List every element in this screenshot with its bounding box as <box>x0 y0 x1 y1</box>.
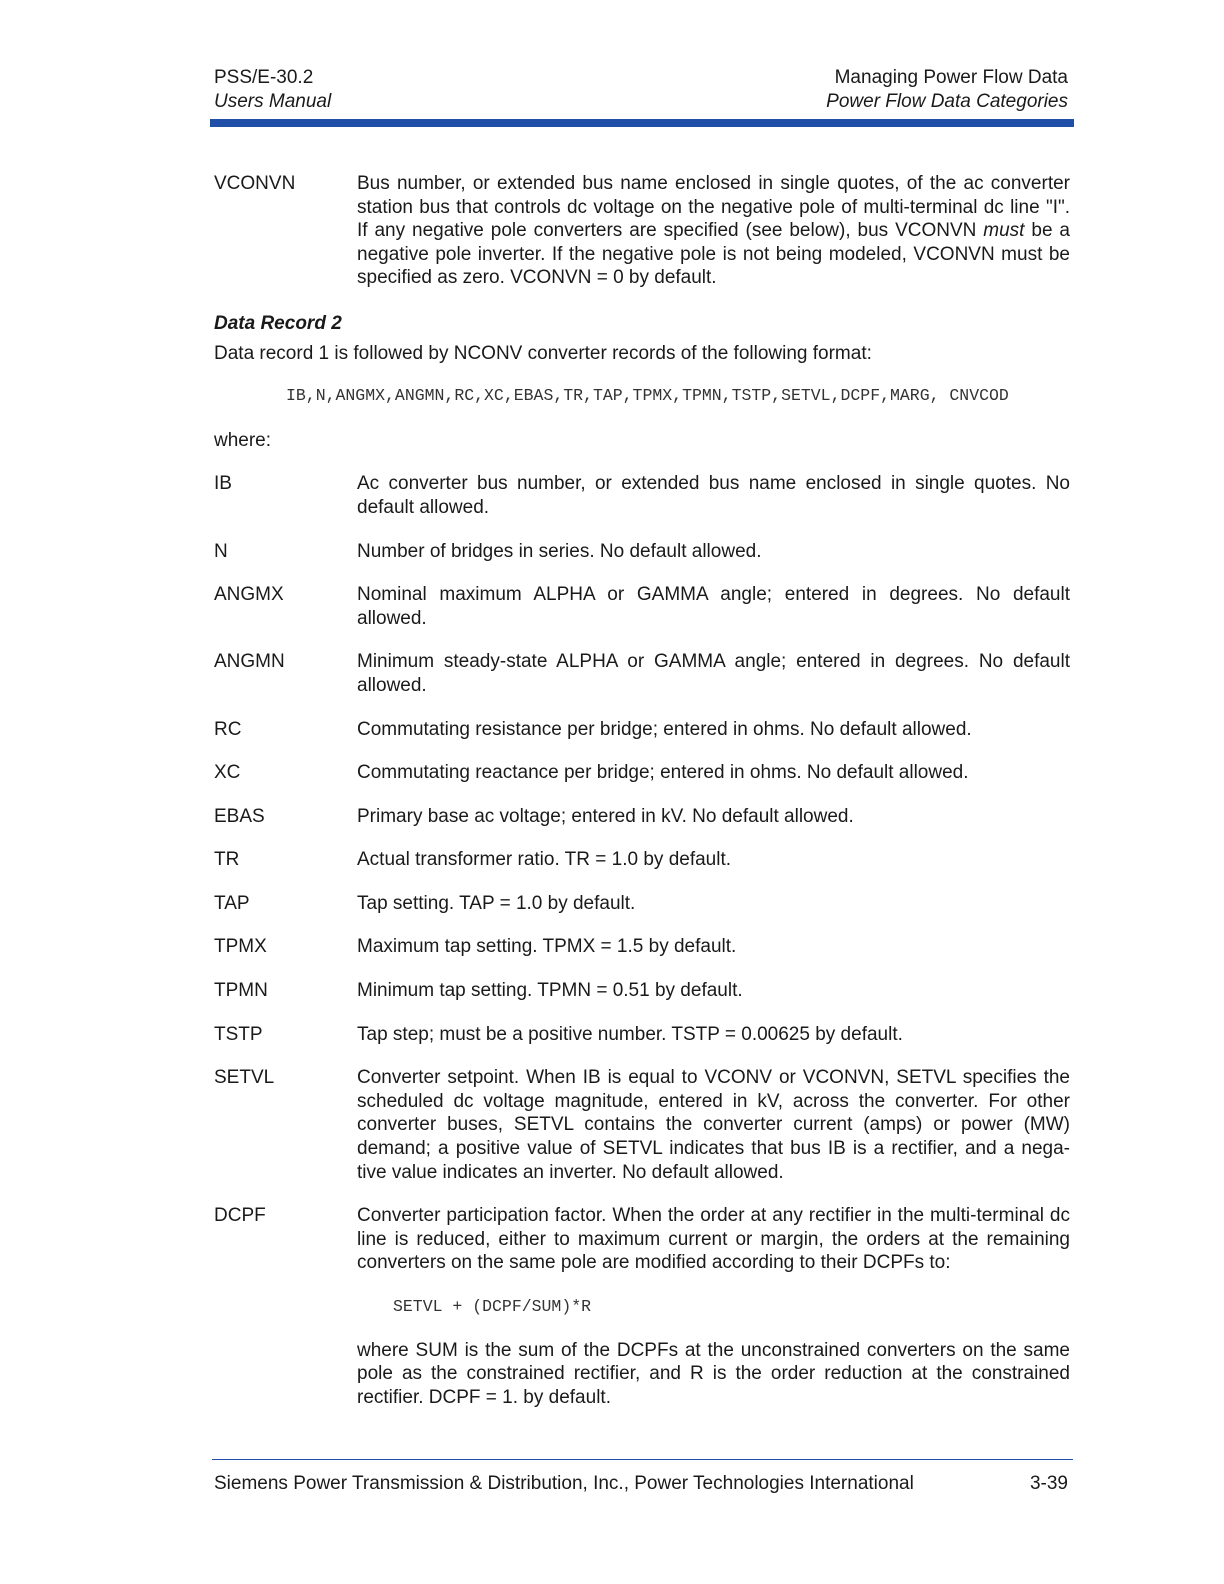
desc-part-a: Bus number, or extended bus name enclosed in single quotes, of the ac converter station bus that controls dc voltage on the negative pole of multi-terminal dc line "I". If any negative pole converters are specified (see below), bus VCONVN <box>357 173 1070 242</box>
definition-description: Minimum tap setting. TPMN = 0.51 by default. <box>357 980 743 1002</box>
definition-description <box>357 172 1070 290</box>
record-format-code: IB,N,ANGMX,ANGMN,RC,XC,EBAS,TR,TAP,TPMX,TPMN,TSTP,SETVL,DCPF,MARG, CNVCOD <box>286 386 1009 406</box>
definition-dcpf <box>214 1204 1070 1409</box>
definition-n <box>214 540 1070 564</box>
definition-description <box>357 1204 1070 1409</box>
definition-term: EBAS <box>214 805 265 827</box>
definition-term: ANGMN <box>214 651 285 673</box>
page-content <box>214 172 1070 1409</box>
page-number: 3-39 <box>1029 1473 1068 1494</box>
definition-description: Nominal maximum ALPHA or GAMMA angle; entered in degrees. No default allowed. <box>357 584 1070 629</box>
definition-tstp <box>214 1023 1070 1047</box>
definition-description: Maximum tap setting. TPMX = 1.5 by default. <box>357 936 737 958</box>
definition-description: Minimum steady-state ALPHA or GAMMA angle; entered in degrees. No default allowed. <box>357 651 1070 696</box>
definition-term: RC <box>214 718 242 740</box>
definition-angmx <box>214 583 1070 630</box>
definition-setvl <box>214 1066 1070 1184</box>
definition-description: Primary base ac voltage; entered in kV. No default allowed. <box>357 805 854 827</box>
dcpf-description: Converter participation factor. When the order at any rectifier in the multi-terminal dc line is reduced, either to maximum current or margin, the orders at the remaining converters on the same pole are modified according to their DCPFs to: <box>357 1205 1070 1274</box>
header-right <box>826 66 1068 114</box>
definition-term: N <box>214 540 228 562</box>
definition-tpmn <box>214 979 1070 1003</box>
definition-description: Commutating reactance per bridge; entered in ohms. No default allowed. <box>357 762 969 784</box>
where-label: where: <box>214 429 272 451</box>
field-definitions <box>214 472 1070 1409</box>
definition-description: Number of bridges in series. No default allowed. <box>357 540 762 562</box>
definition-term: SETVL <box>214 1067 275 1089</box>
definition-description: Actual transformer ratio. TR = 1.0 by default. <box>357 849 732 871</box>
definition-ebas <box>214 805 1070 829</box>
definition-term: TSTP <box>214 1023 263 1045</box>
definition-term: TR <box>214 849 240 871</box>
desc-part-b: be a negative pole inverter. If the negative pole is not being modeled, VCONVN must be specified as zero. VCONVN = 0 by default. <box>357 220 1070 289</box>
chapter-title: Managing Power Flow Data <box>834 67 1068 88</box>
definition-term: VCONVN <box>214 173 296 194</box>
definition-tr <box>214 848 1070 872</box>
header-divider <box>210 119 1074 127</box>
definition-term: IB <box>214 473 232 495</box>
definition-description: Converter setpoint. When IB is equal to VCONV or VCONVN, SETVL specifies the scheduled dc voltage magnitude, entered in kV, across the converter. For other converter buses, SETVL contains the converter current (amps) or power (MW) demand; a positive value of SETVL indicates that bus IB is a rectifier, and a nega-tive value indicates an inverter. No default allowed. <box>357 1067 1070 1183</box>
section-heading: Data Record 2 <box>214 312 342 334</box>
definition-term: XC <box>214 762 241 784</box>
definition-description: Tap setting. TAP = 1.0 by default. <box>357 892 636 914</box>
definition-term: TAP <box>214 892 250 914</box>
definition-term: ANGMX <box>214 584 284 606</box>
dcpf-description-continued: where SUM is the sum of the DCPFs at the unconstrained converters on the same pole as the constrained rectifier, and R is the order reduction at the constrained rectifier. DCPF = 1. by default. <box>357 1339 1070 1408</box>
definition-xc <box>214 761 1070 785</box>
definition-description: Ac converter bus number, or extended bus name enclosed in single quotes. No default allowed. <box>357 473 1070 518</box>
product-title: PSS/E-30.2 <box>214 67 314 88</box>
definition-term: TPMN <box>214 980 268 1002</box>
definition-vconvn <box>214 172 1070 290</box>
dcpf-formula: SETVL + (DCPF/SUM)*R <box>393 1297 592 1316</box>
definition-description: Tap step; must be a positive number. TSTP = 0.00625 by default. <box>357 1023 903 1045</box>
header-left <box>214 66 331 114</box>
desc-emphasis: must <box>983 220 1025 242</box>
definition-description: Commutating resistance per bridge; entered in ohms. No default allowed. <box>357 718 972 740</box>
definition-ib <box>214 472 1070 519</box>
definition-tpmx <box>214 935 1070 959</box>
section-title: Power Flow Data Categories <box>826 91 1068 112</box>
footer-publisher: Siemens Power Transmission & Distribution, Inc., Power Technologies International <box>214 1473 914 1494</box>
definition-term: TPMX <box>214 936 267 958</box>
definition-rc <box>214 718 1070 742</box>
manual-title: Users Manual <box>214 91 332 112</box>
definition-angmn <box>214 650 1070 697</box>
definition-tap <box>214 892 1070 916</box>
footer-divider <box>212 1459 1073 1460</box>
definition-term: DCPF <box>214 1205 266 1227</box>
section-intro: Data record 1 is followed by NCONV converter records of the following format: <box>214 342 872 364</box>
